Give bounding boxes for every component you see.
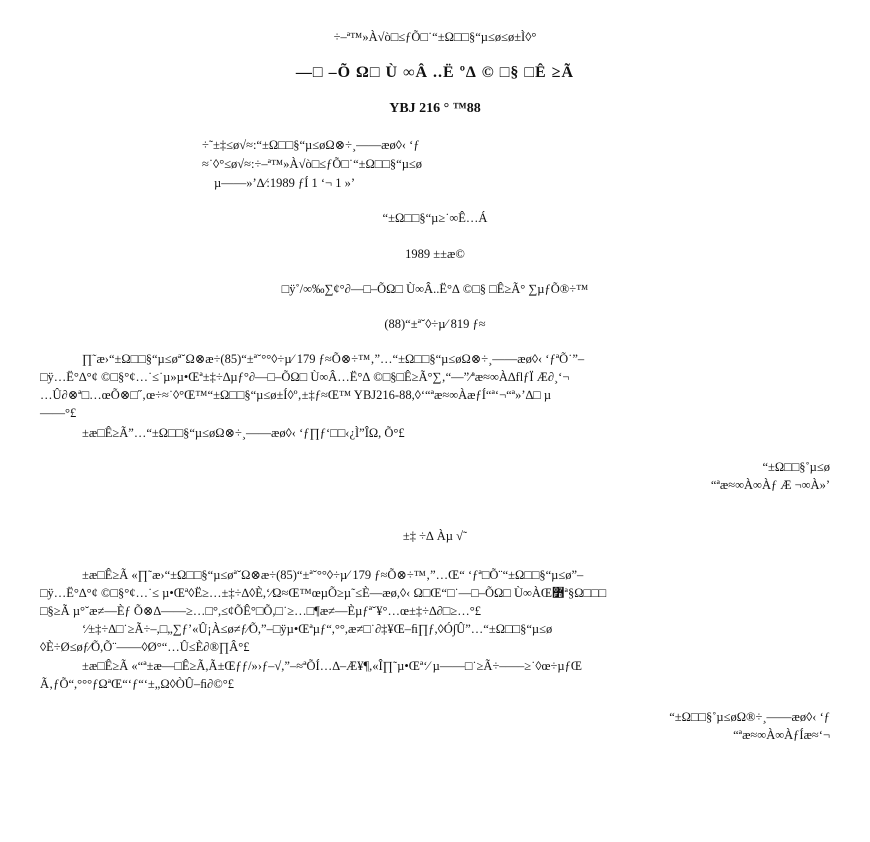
signature-1-org: “±Ω□□§˚µ≤ø: [762, 460, 830, 474]
paragraph-1-line-1: ∏˜æ›“±Ω□□§“µ≤øª˘Ω⊗æ÷(85)“±ª˘°°◊÷µ⁄ 179 ƒ≈Õ⊗÷™‚”…“±Ω□□§“µ≤øΩ⊗÷¸——æø◊‹ ‘ƒªÕ˙”–: [82, 352, 585, 366]
signature-1-date: “ªæ≈∞À∞Àƒ Æ ¬∞À»’: [710, 478, 830, 492]
paragraph-1-line-2: □ÿ…Ë°∆°¢ ©□§°¢…˙≤˙µ»µ•Œª±‡÷∆µƒ°∂—□–ÕΩ□ Ù∞Â…Ë°∆ ©□§□Ê≥Ã°∑‚“—”⁄ªæ≈∞À∆flƒÏ Æ∂¸‘¬: [40, 370, 570, 384]
section-heading: ±‡ ÷∆ Àµ √˜: [402, 529, 468, 543]
signature-2-org: “±Ω□□§˚µ≤øΩ®÷¸——æø◊‹ ‘ƒ: [669, 710, 830, 724]
paragraph-5-line-2: Ã‚ƒÕ“,°°°ƒΩªŒ“‘ƒ“‘±„Ω◊ÒÛ–ﬁ∂©°£: [40, 677, 234, 691]
long-title: □ÿ˚/∞‰∑¢°∂—□–ÕΩ□ Ù∞Â..Ë°∆ ©□§ □Ê≥Ã° ∑µƒÕ®÷™: [281, 282, 589, 296]
paragraph-3-line-3: □§≥Ã µ°˘æ≠—Èƒ Õ⊗∆——≥…□°,≤¢ÕÊ°□Õ,□˙≥…□¶æ≠—Èµƒª˘¥°…œ±‡÷∆∂□≥…°£: [40, 604, 481, 618]
document-number: YBJ 216 ° ™88: [389, 101, 481, 116]
paragraph-3-line-2: □ÿ…Ë°∆°¢ ©□§°¢…˙≤ µ•Œª◊Ë≥…±‡÷∆◊È,‘⁄Ω≈Œ™œµÕ≥µ˜≤È—æø,◊‹ Ω□Œ“□˙—□–ÕΩ□ Ù∞ÀŒ߻ª§Ω□□□: [40, 586, 607, 600]
paragraph-1-line-3: …Û∂⊗ª□…œÕ⊗□˝‚œ÷≈˙◊°Œ™“±Ω□□§“µ≤ø±Í◊º‚±‡ƒ≈Œ™ YBJ216-88,◊‘“ªæ≈∞ÀæƒÍ“ª‘¬“ª»’∆□ µ: [40, 388, 552, 402]
paragraph-4-line-1: ‘⁄±‡÷∆□˙≥Ã÷–,□„∑ƒ’«Û¡À≤ø≠ƒ⁄Õ,”–□ÿµ•Œªµƒ“,°°,æ≠□˙∂‡¥Œ–ﬁ∏ƒ,◊Ó∫Û”…“±Ω□□§“µ≤ø: [82, 622, 553, 636]
paragraph-5-line-1: ±æ□Ê≥Ã «“ª±æ—□Ê≥Ã,Ã±Œƒƒ/»›ƒ–√,”–≈ªÕÍ…∆–Æ¥¶,«Î∏˜µ•Œª‘⁄ µ——□˙≥Ã÷–—–≥˙◊œ÷µƒŒ: [82, 659, 582, 673]
meta-line-3: µ——»’∆⁄:1989 ƒÍ 1 ‘¬ 1 »’: [214, 176, 355, 190]
meta-line-2: ≈˙◊°≤ø√≈:÷–ª™»À√ò□≤ƒÕ□˙“±Ω□□§“µ≤ø: [202, 157, 423, 171]
paragraph-2: ±æ□Ê≥Ã”…“±Ω□□§“µ≤øΩ⊗÷¸——æø◊‹ ‘ƒ∏ƒ‘□□‹¿Ì”ÎΩ, Õ°£: [82, 426, 405, 440]
document-title: —□ –Õ Ω□ Ù ∞Â ..Ë º∆ © □§ □Ê ≥Ã: [295, 64, 575, 81]
meta-line-1: ÷˜±‡≤ø√≈:“±Ω□□§“µ≤øΩ⊗÷¸——æø◊‹ ‘ƒ: [202, 138, 420, 152]
header-line: ÷–ª™»À√ò□≤ƒÕ□˙“±Ω□□§“µ≤ø≤ø±Ì◊°: [333, 30, 537, 44]
signature-2-date: “ªæ≈∞À∞ÀƒÍæ≈‘¬: [733, 728, 830, 742]
document-subtitle: “±Ω□□§“µ≥˙∞Ê…Á: [382, 211, 488, 225]
document-year: 1989 ±±æ©: [405, 247, 465, 261]
paragraph-4-line-2: ◊È÷Ø≤øƒ⁄Õ,Õ¨——◊Ø°“…Û≤È∂®∏Â°£: [40, 640, 250, 654]
paragraph-3-line-1: ±æ□Ê≥Ã «∏˜æ›“±Ω□□§“µ≤øª˘Ω⊗æ÷(85)“±ª˘°°◊÷µ⁄ 179 ƒ≈Õ⊗÷™‚”…Œ“ ‘ƒª□Õ¨“±Ω□□§“µ≤ø”–: [82, 568, 584, 582]
paragraph-1-line-4: ——°£: [40, 406, 77, 420]
reference-line: (88)“±ª˘◊÷µ⁄ 819 ƒ≈: [384, 317, 486, 331]
